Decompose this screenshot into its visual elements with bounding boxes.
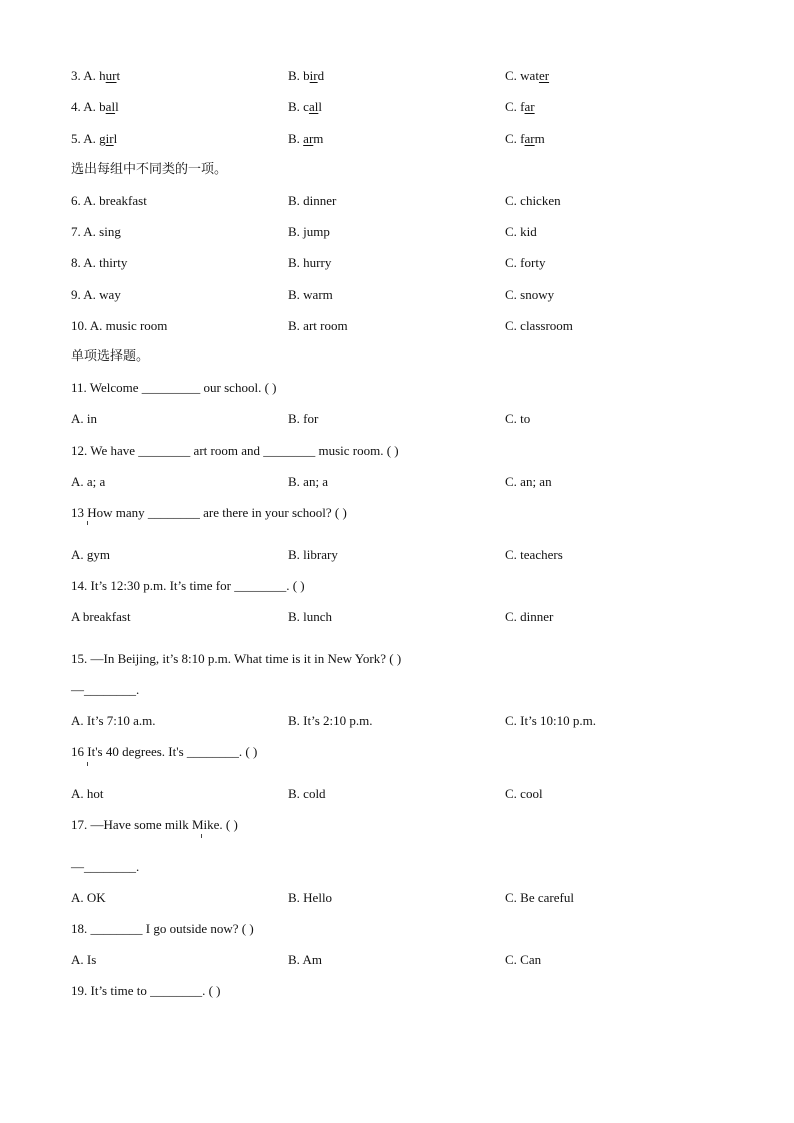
question-stem: 16 It's 40 degrees. It's ________. ( ) (71, 744, 258, 759)
question-stem: 19. It’s time to ________. ( ) (71, 983, 221, 998)
question-stem: 14. It’s 12:30 p.m. It’s time for ________. ( ) (71, 578, 305, 593)
question-15-stem (0, 649, 794, 669)
q4-option-c: C. far (505, 99, 535, 114)
question-18-options (0, 950, 794, 970)
question-4-row (0, 97, 794, 117)
q5-option-c: C. farm (505, 131, 545, 146)
question-17-options (0, 888, 794, 908)
q3-option-b: B. bird (288, 68, 325, 83)
stray-mark (201, 834, 202, 838)
q14-option-a: A breakfast (71, 609, 131, 624)
q8-option-a: 8. A. thirty (71, 255, 128, 270)
q9-option-b: B. warm (288, 287, 333, 302)
q18-option-b: B. Am (288, 952, 322, 967)
answer-blank: —________. (71, 682, 140, 697)
q7-option-b: B. jump (288, 224, 330, 239)
q3-option-c: C. water (505, 68, 550, 83)
question-16-stem (0, 742, 794, 762)
section-heading-multiple-choice (0, 347, 794, 367)
question-stem: 17. —Have some milk Mike. ( ) (71, 817, 238, 832)
q6-option-a: 6. A. breakfast (71, 193, 147, 208)
question-stem: 13 How many ________ are there in your school? ( ) (71, 505, 347, 520)
q8-option-b: B. hurry (288, 255, 332, 270)
q5-option-a: 5. A. girl (71, 131, 118, 146)
question-14-stem (0, 576, 794, 596)
stray-mark (87, 521, 88, 525)
q12-option-a: A. a; a (71, 474, 106, 489)
question-3-row (0, 66, 794, 86)
question-12-stem (0, 441, 794, 461)
question-15-answer-line (0, 680, 794, 700)
q4-option-a: 4. A. ball (71, 99, 119, 114)
q17-option-a: A. OK (71, 890, 106, 905)
question-13-stem (0, 503, 794, 523)
q15-option-a: A. It’s 7:10 a.m. (71, 713, 156, 728)
section-heading-text: 选出每组中不同类的一项。 (71, 162, 228, 177)
question-10-row (0, 316, 794, 336)
q10-option-c: C. classroom (505, 318, 573, 333)
q13-option-b: B. library (288, 547, 338, 562)
q5-option-b: B. arm (288, 131, 324, 146)
question-7-row (0, 222, 794, 242)
question-12-options (0, 472, 794, 492)
question-15-options (0, 711, 794, 731)
q18-option-a: A. Is (71, 952, 97, 967)
question-17-stem (0, 815, 794, 835)
q15-option-c: C. It’s 10:10 p.m. (505, 713, 597, 728)
question-8-row (0, 253, 794, 273)
q9-option-c: C. snowy (505, 287, 555, 302)
question-13-options (0, 545, 794, 565)
question-14-options (0, 607, 794, 627)
q7-option-c: C. kid (505, 224, 537, 239)
q14-option-c: C. dinner (505, 609, 554, 624)
q13-option-c: C. teachers (505, 547, 563, 562)
answer-blank: —________. (71, 859, 140, 874)
question-6-row (0, 191, 794, 211)
q9-option-a: 9. A. way (71, 287, 121, 302)
q4-option-b: B. call (288, 99, 322, 114)
question-11-options (0, 409, 794, 429)
q17-option-b: B. Hello (288, 890, 333, 905)
question-stem: 15. —In Beijing, it’s 8:10 p.m. What time is it in New York? ( ) (71, 651, 402, 666)
q6-option-c: C. chicken (505, 193, 561, 208)
q6-option-b: B. dinner (288, 193, 337, 208)
q17-option-c: C. Be careful (505, 890, 574, 905)
question-9-row (0, 285, 794, 305)
section-heading-odd-one-out (0, 160, 794, 180)
section-heading-text: 单项选择题。 (71, 349, 150, 364)
stray-mark (87, 762, 88, 766)
q8-option-c: C. forty (505, 255, 546, 270)
q15-option-b: B. It’s 2:10 p.m. (288, 713, 373, 728)
q12-option-c: C. an; an (505, 474, 552, 489)
q10-option-a: 10. A. music room (71, 318, 168, 333)
question-5-row (0, 129, 794, 149)
q12-option-b: B. an; a (288, 474, 329, 489)
question-stem: 11. Welcome _________ our school. ( ) (71, 380, 277, 395)
q3-option-a: 3. A. hurt (71, 68, 121, 83)
q11-option-b: B. for (288, 411, 319, 426)
q16-option-c: C. cool (505, 786, 543, 801)
question-stem: 18. ________ I go outside now? ( ) (71, 921, 254, 936)
q16-option-b: B. cold (288, 786, 326, 801)
question-stem: 12. We have ________ art room and ________ music room. ( ) (71, 443, 399, 458)
q14-option-b: B. lunch (288, 609, 333, 624)
question-11-stem (0, 378, 794, 398)
question-16-options (0, 784, 794, 804)
q10-option-b: B. art room (288, 318, 348, 333)
question-18-stem (0, 919, 794, 939)
q11-option-a: A. in (71, 411, 97, 426)
q13-option-a: A. gym (71, 547, 110, 562)
question-17-answer-line (0, 857, 794, 877)
q11-option-c: C. to (505, 411, 531, 426)
q7-option-a: 7. A. sing (71, 224, 121, 239)
q16-option-a: A. hot (71, 786, 104, 801)
question-19-stem (0, 981, 794, 1001)
q18-option-c: C. Can (505, 952, 542, 967)
